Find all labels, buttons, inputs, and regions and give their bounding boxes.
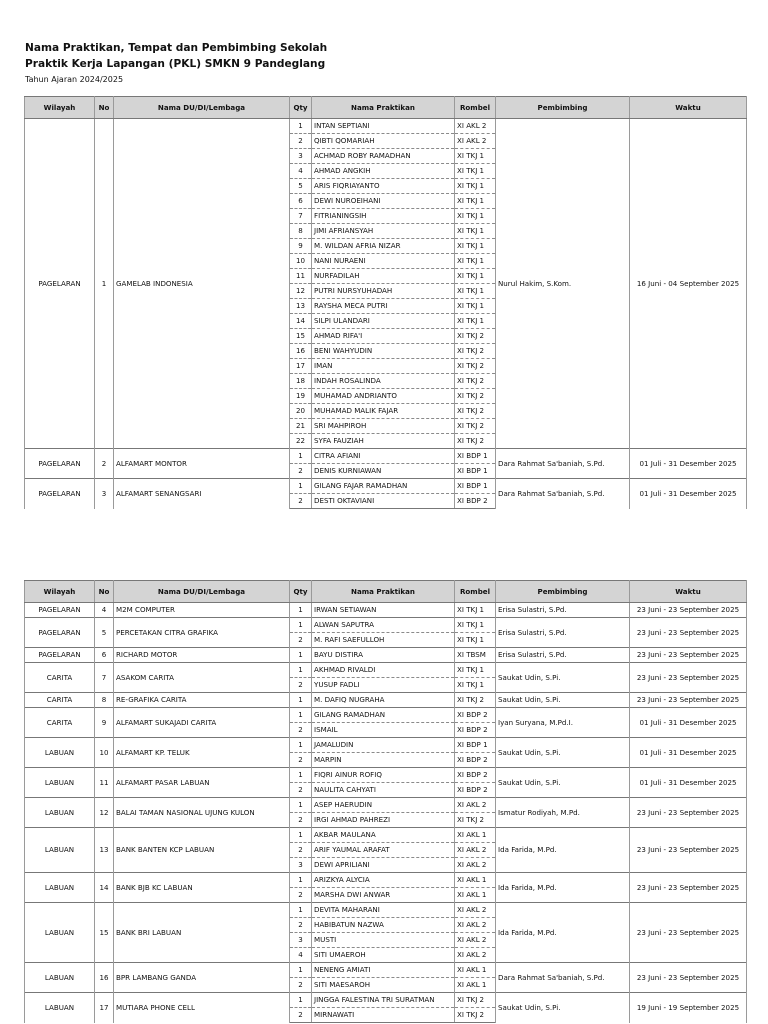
qty-cell: 2: [290, 678, 312, 693]
table-row: [25, 963, 747, 978]
qty-cell: 1: [290, 903, 312, 918]
praktikan-cell: DESTI OKTAVIANI: [312, 494, 455, 509]
wilayah-cell: PAGELARAN: [25, 479, 95, 509]
table-row: [25, 618, 747, 633]
qty-cell: 2: [290, 978, 312, 993]
qty-cell: 1: [290, 828, 312, 843]
rombel-cell: XI BDP 1: [455, 738, 496, 753]
praktikan-cell: SITI MAESAROH: [312, 978, 455, 993]
praktikan-cell: ALWAN SAPUTRA: [312, 618, 455, 633]
qty-cell: 1: [290, 603, 312, 618]
qty-cell: 2: [290, 783, 312, 798]
pkl-table-2: [24, 580, 747, 1023]
col-header-lembaga: Nama DU/DI/Lembaga: [114, 97, 290, 119]
no-cell: 11: [95, 768, 114, 798]
praktikan-cell: JAMALUDIN: [312, 738, 455, 753]
rombel-cell: XI TKJ 2: [455, 419, 496, 434]
col-header-lembaga: Nama DU/DI/Lembaga: [114, 581, 290, 603]
wilayah-cell: PAGELARAN: [25, 603, 95, 618]
no-cell: 8: [95, 693, 114, 708]
lembaga-cell: GAMELAB INDONESIA: [114, 119, 290, 449]
table-row: [25, 798, 747, 813]
praktikan-cell: NENENG AMIATI: [312, 963, 455, 978]
rombel-cell: XI AKL 2: [455, 119, 496, 134]
lembaga-cell: ALFAMART PASAR LABUAN: [114, 768, 290, 798]
table-header-row: [25, 97, 747, 119]
waktu-cell: 01 Juli - 31 Desember 2025: [630, 768, 747, 798]
waktu-cell: 23 Juni - 23 September 2025: [630, 798, 747, 828]
qty-cell: 1: [290, 873, 312, 888]
wilayah-cell: PAGELARAN: [25, 648, 95, 663]
wilayah-cell: PAGELARAN: [25, 449, 95, 479]
rombel-cell: XI TKJ 2: [455, 389, 496, 404]
qty-cell: 12: [290, 284, 312, 299]
lembaga-cell: RE-GRAFIKA CARITA: [114, 693, 290, 708]
wilayah-cell: PAGELARAN: [25, 618, 95, 648]
praktikan-cell: SILPI ULANDARI: [312, 314, 455, 329]
col-header-waktu: Waktu: [630, 97, 747, 119]
waktu-cell: 01 Juli - 31 Desember 2025: [630, 449, 747, 479]
rombel-cell: XI TBSM: [455, 648, 496, 663]
qty-cell: 2: [290, 918, 312, 933]
rombel-cell: XI AKL 2: [455, 933, 496, 948]
praktikan-cell: BAYU DISTIRA: [312, 648, 455, 663]
lembaga-cell: ALFAMART SENANGSARI: [114, 479, 290, 509]
qty-cell: 4: [290, 948, 312, 963]
rombel-cell: XI BDP 2: [455, 708, 496, 723]
wilayah-cell: LABUAN: [25, 903, 95, 963]
no-cell: 9: [95, 708, 114, 738]
waktu-cell: 23 Juni - 23 September 2025: [630, 693, 747, 708]
rombel-cell: XI TKJ 2: [455, 344, 496, 359]
pembimbing-cell: Saukat Udin, S.Pi.: [496, 993, 630, 1023]
lembaga-cell: BANK BRI LABUAN: [114, 903, 290, 963]
waktu-cell: 16 Juni - 04 September 2025: [630, 119, 747, 449]
qty-cell: 1: [290, 798, 312, 813]
pembimbing-cell: Dara Rahmat Sa'baniah, S.Pd.: [496, 963, 630, 993]
qty-cell: 1: [290, 768, 312, 783]
col-header-nama-praktikan: Nama Praktikan: [312, 581, 455, 603]
rombel-cell: XI TKJ 1: [455, 269, 496, 284]
col-header-wilayah: Wilayah: [25, 97, 95, 119]
rombel-cell: XI TKJ 1: [455, 603, 496, 618]
table-header-row: [25, 581, 747, 603]
rombel-cell: XI TKJ 1: [455, 179, 496, 194]
document-title-line1: Nama Praktikan, Tempat dan Pembimbing Sekolah: [25, 42, 328, 54]
wilayah-cell: LABUAN: [25, 828, 95, 873]
qty-cell: 1: [290, 663, 312, 678]
pembimbing-cell: Nurul Hakim, S.Kom.: [496, 119, 630, 449]
waktu-cell: 23 Juni - 23 September 2025: [630, 648, 747, 663]
no-cell: 3: [95, 479, 114, 509]
qty-cell: 19: [290, 389, 312, 404]
praktikan-cell: AKBAR MAULANA: [312, 828, 455, 843]
rombel-cell: XI AKL 2: [455, 918, 496, 933]
rombel-cell: XI TKJ 1: [455, 194, 496, 209]
no-cell: 13: [95, 828, 114, 873]
rombel-cell: XI TKJ 1: [455, 224, 496, 239]
qty-cell: 7: [290, 209, 312, 224]
qty-cell: 1: [290, 963, 312, 978]
waktu-cell: 23 Juni - 23 September 2025: [630, 903, 747, 963]
rombel-cell: XI AKL 2: [455, 798, 496, 813]
wilayah-cell: LABUAN: [25, 993, 95, 1023]
waktu-cell: 23 Juni - 23 September 2025: [630, 618, 747, 648]
praktikan-cell: INDAH ROSALINDA: [312, 374, 455, 389]
rombel-cell: XI AKL 1: [455, 873, 496, 888]
waktu-cell: 23 Juni - 23 September 2025: [630, 963, 747, 993]
qty-cell: 1: [290, 708, 312, 723]
rombel-cell: XI TKJ 1: [455, 633, 496, 648]
qty-cell: 20: [290, 404, 312, 419]
rombel-cell: XI TKJ 2: [455, 993, 496, 1008]
qty-cell: 10: [290, 254, 312, 269]
pembimbing-cell: Ida Farida, M.Pd.: [496, 873, 630, 903]
rombel-cell: XI BDP 2: [455, 783, 496, 798]
qty-cell: 1: [290, 449, 312, 464]
qty-cell: 18: [290, 374, 312, 389]
praktikan-cell: M. DAFIQ NUGRAHA: [312, 693, 455, 708]
rombel-cell: XI TKJ 2: [455, 1008, 496, 1023]
rombel-cell: XI BDP 2: [455, 753, 496, 768]
table-row: [25, 873, 747, 888]
qty-cell: 16: [290, 344, 312, 359]
wilayah-cell: LABUAN: [25, 963, 95, 993]
praktikan-cell: QIBTI QOMARIAH: [312, 134, 455, 149]
no-cell: 7: [95, 663, 114, 693]
col-header-nama-praktikan: Nama Praktikan: [312, 97, 455, 119]
rombel-cell: XI TKJ 1: [455, 149, 496, 164]
pembimbing-cell: Dara Rahmat Sa'baniah, S.Pd.: [496, 479, 630, 509]
rombel-cell: XI TKJ 2: [455, 404, 496, 419]
rombel-cell: XI TKJ 2: [455, 359, 496, 374]
lembaga-cell: BANK BANTEN KCP LABUAN: [114, 828, 290, 873]
qty-cell: 2: [290, 843, 312, 858]
pembimbing-cell: Saukat Udin, S.Pi.: [496, 693, 630, 708]
wilayah-cell: CARITA: [25, 693, 95, 708]
rombel-cell: XI AKL 2: [455, 134, 496, 149]
no-cell: 17: [95, 993, 114, 1023]
col-header-qty: Qty: [290, 97, 312, 119]
praktikan-cell: IRGI AHMAD PAHREZI: [312, 813, 455, 828]
table-row: [25, 648, 747, 663]
rombel-cell: XI AKL 1: [455, 963, 496, 978]
lembaga-cell: BANK BJB KC LABUAN: [114, 873, 290, 903]
wilayah-cell: LABUAN: [25, 768, 95, 798]
praktikan-cell: YUSUP FADLI: [312, 678, 455, 693]
praktikan-cell: DEVITA MAHARANI: [312, 903, 455, 918]
table-row: [25, 738, 747, 753]
praktikan-cell: BENI WAHYUDIN: [312, 344, 455, 359]
wilayah-cell: LABUAN: [25, 738, 95, 768]
qty-cell: 1: [290, 738, 312, 753]
table-row: [25, 993, 747, 1008]
waktu-cell: 23 Juni - 23 September 2025: [630, 663, 747, 693]
qty-cell: 3: [290, 933, 312, 948]
rombel-cell: XI AKL 2: [455, 858, 496, 873]
waktu-cell: 23 Juni - 23 September 2025: [630, 828, 747, 873]
no-cell: 4: [95, 603, 114, 618]
waktu-cell: 19 Juni - 19 September 2025: [630, 993, 747, 1023]
qty-cell: 2: [290, 723, 312, 738]
col-header-no: No: [95, 581, 114, 603]
praktikan-cell: FITRIANINGSIH: [312, 209, 455, 224]
rombel-cell: XI BDP 2: [455, 723, 496, 738]
praktikan-cell: MUHAMAD MALIK FAJAR: [312, 404, 455, 419]
wilayah-cell: LABUAN: [25, 873, 95, 903]
rombel-cell: XI AKL 1: [455, 888, 496, 903]
praktikan-cell: PUTRI NURSYUHADAH: [312, 284, 455, 299]
qty-cell: 2: [290, 1008, 312, 1023]
no-cell: 1: [95, 119, 114, 449]
qty-cell: 2: [290, 464, 312, 479]
rombel-cell: XI TKJ 2: [455, 693, 496, 708]
lembaga-cell: BPR LAMBANG GANDA: [114, 963, 290, 993]
qty-cell: 1: [290, 693, 312, 708]
praktikan-cell: AHMAD RIFA'I: [312, 329, 455, 344]
qty-cell: 8: [290, 224, 312, 239]
wilayah-cell: CARITA: [25, 708, 95, 738]
praktikan-cell: SRI MAHPIROH: [312, 419, 455, 434]
rombel-cell: XI BDP 1: [455, 464, 496, 479]
pembimbing-cell: Ida Farida, M.Pd.: [496, 828, 630, 873]
praktikan-cell: SITI UMAEROH: [312, 948, 455, 963]
qty-cell: 3: [290, 149, 312, 164]
praktikan-cell: MARPIN: [312, 753, 455, 768]
col-header-wilayah: Wilayah: [25, 581, 95, 603]
no-cell: 16: [95, 963, 114, 993]
praktikan-cell: ASEP HAERUDIN: [312, 798, 455, 813]
rombel-cell: XI BDP 2: [455, 768, 496, 783]
praktikan-cell: MUHAMAD ANDRIANTO: [312, 389, 455, 404]
qty-cell: 3: [290, 858, 312, 873]
rombel-cell: XI AKL 2: [455, 903, 496, 918]
lembaga-cell: BALAI TAMAN NASIONAL UJUNG KULON: [114, 798, 290, 828]
praktikan-cell: DEWI NUROEIHANI: [312, 194, 455, 209]
lembaga-cell: MUTIARA PHONE CELL: [114, 993, 290, 1023]
no-cell: 15: [95, 903, 114, 963]
pembimbing-cell: Saukat Udin, S.Pi.: [496, 663, 630, 693]
no-cell: 14: [95, 873, 114, 903]
pembimbing-cell: Ida Farida, M.Pd.: [496, 903, 630, 963]
praktikan-cell: JINGGA FALESTINA TRI SURATMAN: [312, 993, 455, 1008]
pembimbing-cell: Ismatur Rodiyah, M.Pd.: [496, 798, 630, 828]
table-row: [25, 449, 747, 464]
qty-cell: 5: [290, 179, 312, 194]
lembaga-cell: PERCETAKAN CITRA GRAFIKA: [114, 618, 290, 648]
qty-cell: 2: [290, 494, 312, 509]
wilayah-cell: LABUAN: [25, 798, 95, 828]
praktikan-cell: INTAN SEPTIANI: [312, 119, 455, 134]
praktikan-cell: HABIBATUN NAZWA: [312, 918, 455, 933]
rombel-cell: XI TKJ 1: [455, 239, 496, 254]
pembimbing-cell: Erisa Sulastri, S.Pd.: [496, 603, 630, 618]
lembaga-cell: M2M COMPUTER: [114, 603, 290, 618]
rombel-cell: XI TKJ 1: [455, 314, 496, 329]
col-header-rombel: Rombel: [455, 97, 496, 119]
qty-cell: 21: [290, 419, 312, 434]
pembimbing-cell: Saukat Udin, S.Pi.: [496, 768, 630, 798]
qty-cell: 6: [290, 194, 312, 209]
rombel-cell: XI AKL 2: [455, 948, 496, 963]
table-row: [25, 828, 747, 843]
praktikan-cell: ARIS FIQRIAYANTO: [312, 179, 455, 194]
table-row: [25, 119, 747, 134]
pembimbing-cell: Iyan Suryana, M.Pd.I.: [496, 708, 630, 738]
no-cell: 6: [95, 648, 114, 663]
praktikan-cell: GILANG FAJAR RAMADHAN: [312, 479, 455, 494]
rombel-cell: XI AKL 1: [455, 978, 496, 993]
rombel-cell: XI TKJ 1: [455, 618, 496, 633]
praktikan-cell: NAULITA CAHYATI: [312, 783, 455, 798]
qty-cell: 1: [290, 119, 312, 134]
no-cell: 12: [95, 798, 114, 828]
qty-cell: 1: [290, 479, 312, 494]
praktikan-cell: MUSTI: [312, 933, 455, 948]
no-cell: 2: [95, 449, 114, 479]
qty-cell: 4: [290, 164, 312, 179]
lembaga-cell: RICHARD MOTOR: [114, 648, 290, 663]
praktikan-cell: DENIS KURNIAWAN: [312, 464, 455, 479]
col-header-pembimbing: Pembimbing: [496, 97, 630, 119]
col-header-no: No: [95, 97, 114, 119]
table-row: [25, 479, 747, 494]
qty-cell: 1: [290, 993, 312, 1008]
praktikan-cell: CITRA AFIANI: [312, 449, 455, 464]
col-header-rombel: Rombel: [455, 581, 496, 603]
rombel-cell: XI TKJ 1: [455, 299, 496, 314]
waktu-cell: 23 Juni - 23 September 2025: [630, 873, 747, 903]
wilayah-cell: PAGELARAN: [25, 119, 95, 449]
praktikan-cell: ACHMAD ROBY RAMADHAN: [312, 149, 455, 164]
praktikan-cell: ARIF YAUMAL ARAFAT: [312, 843, 455, 858]
pkl-table-1: [24, 96, 747, 509]
qty-cell: 9: [290, 239, 312, 254]
table-row: [25, 693, 747, 708]
praktikan-cell: FIQRI AINUR ROFIQ: [312, 768, 455, 783]
wilayah-cell: CARITA: [25, 663, 95, 693]
qty-cell: 15: [290, 329, 312, 344]
praktikan-cell: GILANG RAMADHAN: [312, 708, 455, 723]
praktikan-cell: SYFA FAUZIAH: [312, 434, 455, 449]
rombel-cell: XI AKL 2: [455, 843, 496, 858]
praktikan-cell: ARIZKYA ALYCIA: [312, 873, 455, 888]
rombel-cell: XI TKJ 1: [455, 164, 496, 179]
qty-cell: 2: [290, 633, 312, 648]
praktikan-cell: AKHMAD RIVALDI: [312, 663, 455, 678]
table-row: [25, 903, 747, 918]
rombel-cell: XI TKJ 1: [455, 209, 496, 224]
qty-cell: 22: [290, 434, 312, 449]
praktikan-cell: RAYSHA MECA PUTRI: [312, 299, 455, 314]
table-row: [25, 708, 747, 723]
col-header-qty: Qty: [290, 581, 312, 603]
rombel-cell: XI BDP 2: [455, 494, 496, 509]
no-cell: 10: [95, 738, 114, 768]
col-header-waktu: Waktu: [630, 581, 747, 603]
pembimbing-cell: Erisa Sulastri, S.Pd.: [496, 648, 630, 663]
qty-cell: 11: [290, 269, 312, 284]
academic-year: Tahun Ajaran 2024/2025: [25, 75, 124, 84]
rombel-cell: XI TKJ 1: [455, 678, 496, 693]
waktu-cell: 01 Juli - 31 Desember 2025: [630, 708, 747, 738]
qty-cell: 1: [290, 648, 312, 663]
col-header-pembimbing: Pembimbing: [496, 581, 630, 603]
qty-cell: 17: [290, 359, 312, 374]
praktikan-cell: M. WILDAN AFRIA NIZAR: [312, 239, 455, 254]
qty-cell: 2: [290, 753, 312, 768]
rombel-cell: XI TKJ 2: [455, 374, 496, 389]
table-row: [25, 663, 747, 678]
rombel-cell: XI TKJ 1: [455, 663, 496, 678]
lembaga-cell: ALFAMART KP. TELUK: [114, 738, 290, 768]
rombel-cell: XI AKL 1: [455, 828, 496, 843]
rombel-cell: XI TKJ 1: [455, 254, 496, 269]
pembimbing-cell: Erisa Sulastri, S.Pd.: [496, 618, 630, 648]
qty-cell: 2: [290, 888, 312, 903]
waktu-cell: 01 Juli - 31 Desember 2025: [630, 738, 747, 768]
praktikan-cell: NANI NURAENI: [312, 254, 455, 269]
rombel-cell: XI BDP 1: [455, 479, 496, 494]
qty-cell: 2: [290, 813, 312, 828]
praktikan-cell: MARSHA DWI ANWAR: [312, 888, 455, 903]
praktikan-cell: AHMAD ANGKIH: [312, 164, 455, 179]
praktikan-cell: JIMI AFRIANSYAH: [312, 224, 455, 239]
praktikan-cell: IMAN: [312, 359, 455, 374]
lembaga-cell: ALFAMART MONTOR: [114, 449, 290, 479]
no-cell: 5: [95, 618, 114, 648]
table-row: [25, 768, 747, 783]
praktikan-cell: ISMAIL: [312, 723, 455, 738]
pembimbing-cell: Saukat Udin, S.Pi.: [496, 738, 630, 768]
praktikan-cell: DEWI APRILIANI: [312, 858, 455, 873]
praktikan-cell: M. RAFI SAEFULLOH: [312, 633, 455, 648]
rombel-cell: XI TKJ 2: [455, 329, 496, 344]
rombel-cell: XI BDP 1: [455, 449, 496, 464]
rombel-cell: XI TKJ 2: [455, 813, 496, 828]
pembimbing-cell: Dara Rahmat Sa'baniah, S.Pd.: [496, 449, 630, 479]
praktikan-cell: NURFADILAH: [312, 269, 455, 284]
lembaga-cell: ASAKOM CARITA: [114, 663, 290, 693]
qty-cell: 1: [290, 618, 312, 633]
lembaga-cell: ALFAMART SUKAJADI CARITA: [114, 708, 290, 738]
waktu-cell: 23 Juni - 23 September 2025: [630, 603, 747, 618]
qty-cell: 13: [290, 299, 312, 314]
qty-cell: 14: [290, 314, 312, 329]
document-header: [25, 40, 745, 86]
document-title-line2: Praktik Kerja Lapangan (PKL) SMKN 9 Pandeglang: [25, 58, 326, 70]
waktu-cell: 01 Juli - 31 Desember 2025: [630, 479, 747, 509]
rombel-cell: XI TKJ 2: [455, 434, 496, 449]
rombel-cell: XI TKJ 1: [455, 284, 496, 299]
qty-cell: 2: [290, 134, 312, 149]
praktikan-cell: MIRNAWATI: [312, 1008, 455, 1023]
table-row: [25, 603, 747, 618]
praktikan-cell: IRWAN SETIAWAN: [312, 603, 455, 618]
